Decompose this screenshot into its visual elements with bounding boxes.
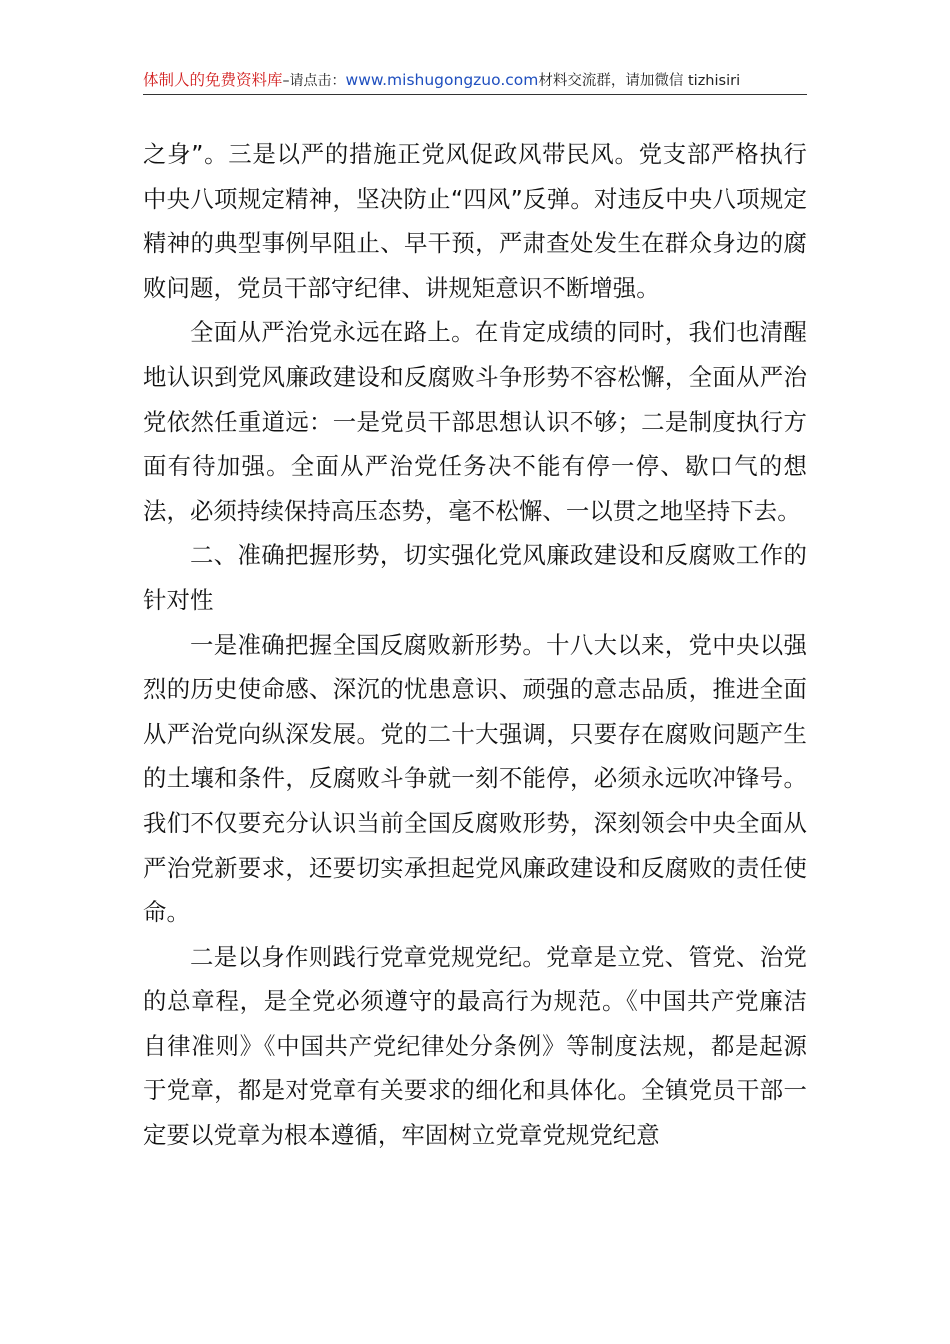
document-body <box>143 132 807 1158</box>
paragraph: 一是准确把握全国反腐败新形势。十八大以来，党中央以强烈的历史使命感、深沉的忧患意识、顽强的意志品质，推进全面从严治党向纵深发展。党的二十大强调，只要存在腐败问题产生的土壤和条件，反腐败斗争就一刻不能停，必须永远吹冲锋号。我们不仅要充分认识当前全国反腐败形势，深刻领会中央全面从严治党新要求，还要切实承担起党风廉政建设和反腐败的责任使命。 <box>143 630 807 927</box>
site-name: 体制人的免费资料库 <box>143 71 283 89</box>
header-prompt: –请点击： <box>282 73 346 89</box>
header-url-link[interactable]: www.mishugongzuo.com <box>345 71 539 89</box>
paragraph: 全面从严治党永远在路上。在肯定成绩的同时，我们也清醒地认识到党风廉政建设和反腐败斗争形势不容松懈，全面从严治党依然任重道远：一是党员干部思想认识不够；二是制度执行方面有待加强。全面从严治党任务决不能有停一停、歇口气的想法，必须持续保持高压态势，毫不松懈、一以贯之地坚持下去。 <box>143 318 807 525</box>
paragraph-continuation: 之身”。三是以严的措施正党风促政风带民风。党支部严格执行中央八项规定精神，坚决防止“四风”反弹。对违反中央八项规定精神的典型事例早阻止、早干预，严肃查处发生在群众身边的腐败问题，党员干部守纪律、讲规矩意识不断增强。 <box>143 140 807 302</box>
paragraph: 二是以身作则践行党章党规党纪。党章是立党、管党、治党的总章程，是全党必须遵守的最高行为规范。《中国共产党廉洁自律准则》《中国共产党纪律处分条例》等制度法规，都是起源于党章，都是对党章有关要求的细化和具体化。全镇党员干部一定要以党章为根本遵循，牢固树立党章党规党纪意 <box>143 942 807 1150</box>
section-heading: 二、准确把握形势，切实强化党风廉政建设和反腐败工作的针对性 <box>143 541 807 614</box>
header-wechat-note: 材料交流群，请加微信 tizhisiri <box>538 73 741 89</box>
page-header <box>143 68 807 95</box>
